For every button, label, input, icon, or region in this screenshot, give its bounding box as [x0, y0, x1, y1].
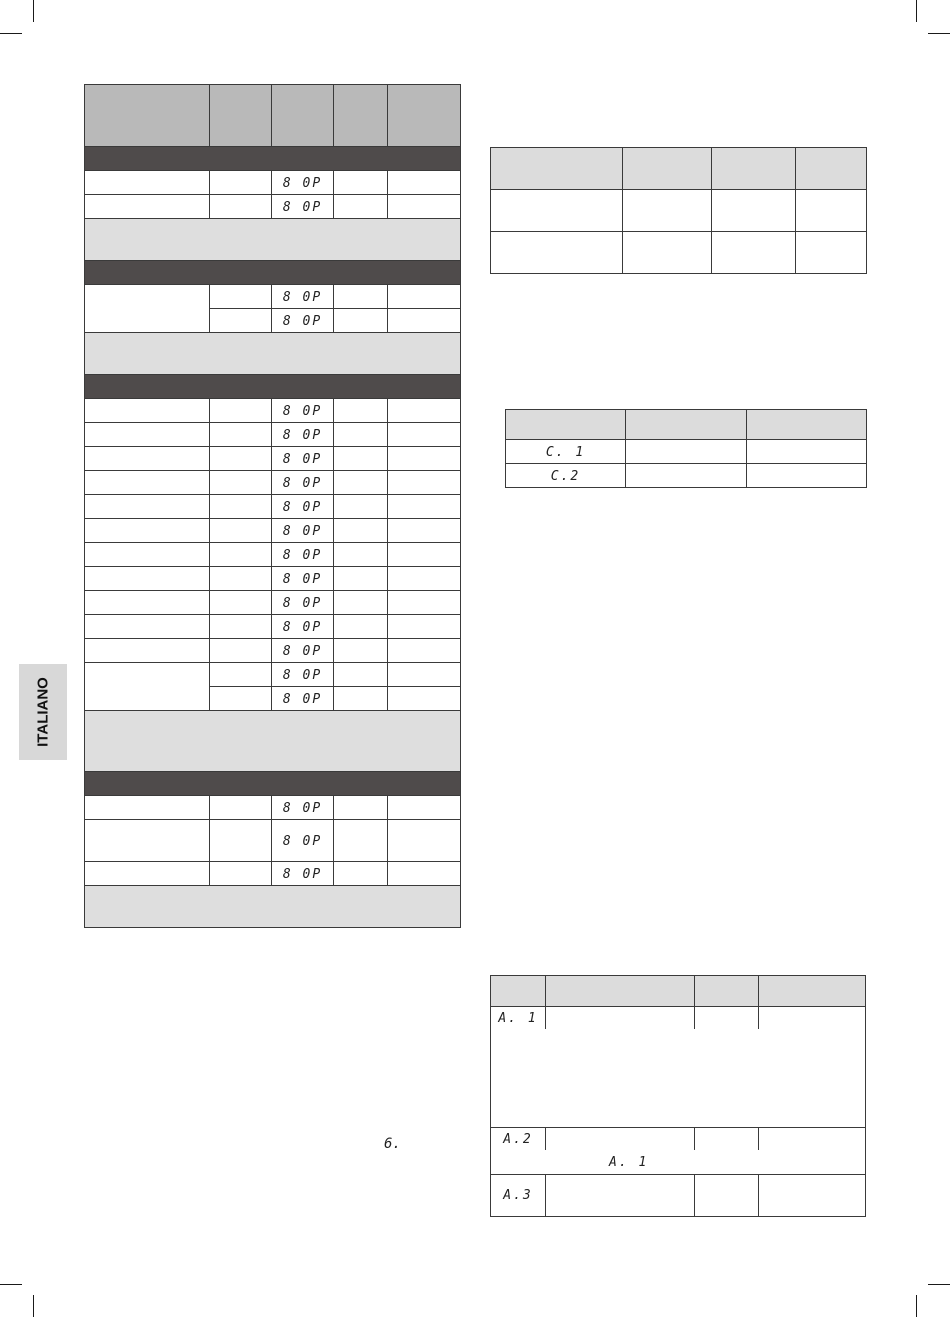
display-code: 8 0P — [282, 667, 323, 683]
table-row — [85, 495, 461, 519]
table-row — [491, 232, 867, 274]
display-code: 8 0P — [282, 547, 323, 563]
column-divider — [545, 1007, 546, 1029]
alarm-table-header — [491, 976, 865, 1007]
crop-mark — [0, 33, 22, 34]
display-code: 8 0P — [282, 691, 323, 707]
row-divider — [491, 1127, 865, 1128]
section-header-row — [85, 261, 461, 285]
display-code: 8 0P — [282, 571, 323, 587]
display-code: 8 0P — [282, 523, 323, 539]
table-header-row — [491, 148, 867, 190]
column-divider — [545, 976, 546, 1006]
table-row — [85, 423, 461, 447]
table-row — [85, 591, 461, 615]
alarm-table — [490, 975, 866, 1217]
table-row — [85, 519, 461, 543]
display-code: 8 0P — [282, 499, 323, 515]
column-divider — [545, 1175, 546, 1216]
spec-table — [490, 147, 867, 274]
table-row — [85, 615, 461, 639]
display-code: 8 0P — [282, 427, 323, 443]
display-code: 8 0P — [282, 619, 323, 635]
display-code: 8 0P — [282, 866, 323, 882]
crop-mark — [928, 1284, 950, 1285]
table-row — [85, 471, 461, 495]
column-divider — [758, 1007, 759, 1029]
display-code: 8 0P — [282, 833, 323, 849]
column-divider — [545, 1128, 546, 1150]
crop-mark — [916, 0, 917, 22]
table-row — [85, 171, 461, 195]
display-code: 8 0P — [282, 403, 323, 419]
table-row — [506, 440, 867, 464]
crop-mark — [928, 33, 950, 34]
table-row — [85, 399, 461, 423]
column-divider — [694, 1128, 695, 1150]
table-row — [85, 195, 461, 219]
crop-mark — [916, 1295, 917, 1317]
note-row — [85, 219, 461, 261]
table-row — [85, 820, 461, 862]
language-tab — [19, 664, 67, 760]
section-header-row — [85, 147, 461, 171]
program-table — [84, 84, 461, 928]
code-label: C.2 — [550, 468, 581, 484]
alarm-code: A.3 — [503, 1188, 533, 1203]
display-code: 8 0P — [282, 595, 323, 611]
code-label: C. 1 — [545, 444, 586, 460]
section-header-row — [85, 772, 461, 796]
table-row — [85, 639, 461, 663]
table-row — [491, 190, 867, 232]
alarm-code: A.2 — [503, 1132, 533, 1147]
language-tab-label: ITALIANO — [34, 677, 52, 747]
table-header-row — [506, 410, 867, 440]
column-divider — [694, 1007, 695, 1029]
table-row — [85, 663, 461, 687]
column-divider — [758, 1175, 759, 1216]
column-divider — [694, 976, 695, 1006]
note-row — [85, 711, 461, 772]
display-code: 8 0P — [282, 800, 323, 816]
table-header-row — [85, 85, 461, 147]
crop-mark — [33, 1295, 34, 1317]
table-row — [85, 285, 461, 309]
table-row — [85, 543, 461, 567]
crop-mark — [0, 1284, 22, 1285]
table-row — [506, 464, 867, 488]
display-code: 8 0P — [282, 643, 323, 659]
display-code: 8 0P — [282, 199, 323, 215]
table-row — [85, 862, 461, 886]
display-code: 8 0P — [282, 313, 323, 329]
column-divider — [694, 1175, 695, 1216]
crop-mark — [33, 0, 34, 22]
alarm-note-ref: A. 1 — [609, 1155, 649, 1170]
display-code: 8 0P — [282, 451, 323, 467]
display-code: 8 0P — [282, 289, 323, 305]
section-header-row — [85, 375, 461, 399]
display-code: 8 0P — [282, 175, 323, 191]
column-divider — [758, 976, 759, 1006]
note-row — [85, 886, 461, 928]
row-divider — [491, 1174, 865, 1175]
table-row — [85, 796, 461, 820]
table-row — [85, 447, 461, 471]
display-code: 8 0P — [282, 475, 323, 491]
table-row — [85, 567, 461, 591]
codes-table — [505, 409, 867, 488]
page-marker: 6. — [384, 1136, 401, 1152]
column-divider — [758, 1128, 759, 1150]
note-row — [85, 333, 461, 375]
alarm-code: A. 1 — [498, 1011, 538, 1026]
